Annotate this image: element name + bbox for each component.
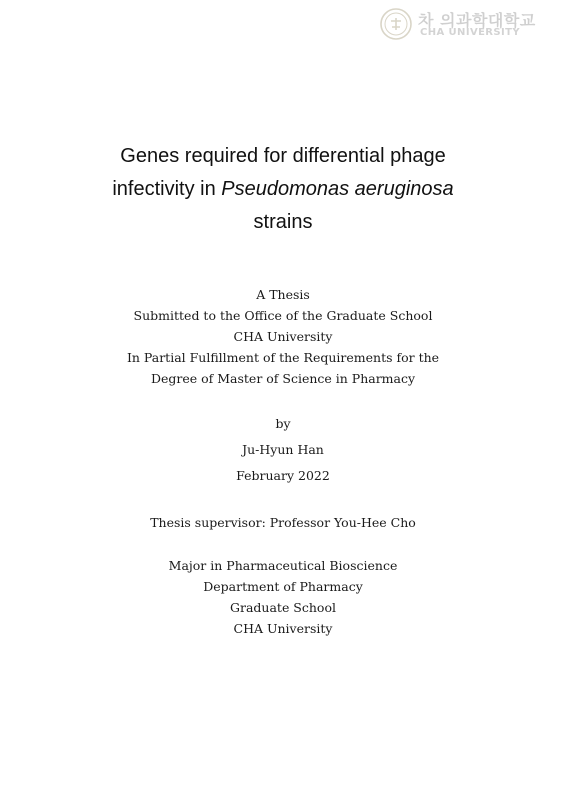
title-line-2 (0, 173, 566, 206)
thesis-line: A Thesis (256, 287, 310, 302)
thesis-line: CHA University (233, 329, 333, 344)
thesis-statement (0, 284, 566, 389)
submission-date: February 2022 (236, 468, 330, 483)
title-line-2-prefix: infectivity in (112, 178, 222, 200)
title-line-1: Genes required for differential phage (120, 145, 446, 167)
university-watermark (380, 8, 562, 42)
thesis-line: Degree of Master of Science in Pharmacy (150, 371, 416, 386)
thesis-supervisor: Thesis supervisor: Professor You-Hee Cho (150, 515, 416, 530)
thesis-title (0, 140, 566, 239)
title-organism-name: Pseudomonas aeruginosa (221, 178, 454, 200)
university-seal-icon (380, 8, 412, 40)
affiliation-block (0, 555, 566, 639)
author-block (0, 411, 566, 489)
thesis-line: In Partial Fulfillment of the Requirements for the (126, 350, 440, 365)
affiliation-line: CHA University (233, 621, 333, 636)
affiliation-line: Graduate School (230, 600, 336, 615)
author-name: Ju-Hyun Han (242, 442, 324, 457)
affiliation-line: Department of Pharmacy (203, 579, 363, 594)
title-line-3: strains (253, 211, 313, 233)
watermark-korean-name: 차 의과학대학교 (418, 11, 536, 30)
by-label: by (275, 416, 291, 431)
thesis-line: Submitted to the Office of the Graduate School (133, 308, 433, 323)
affiliation-line: Major in Pharmaceutical Bioscience (168, 558, 398, 573)
watermark-english-name: CHA UNIVERSITY (420, 27, 520, 38)
supervisor-block (0, 512, 566, 533)
